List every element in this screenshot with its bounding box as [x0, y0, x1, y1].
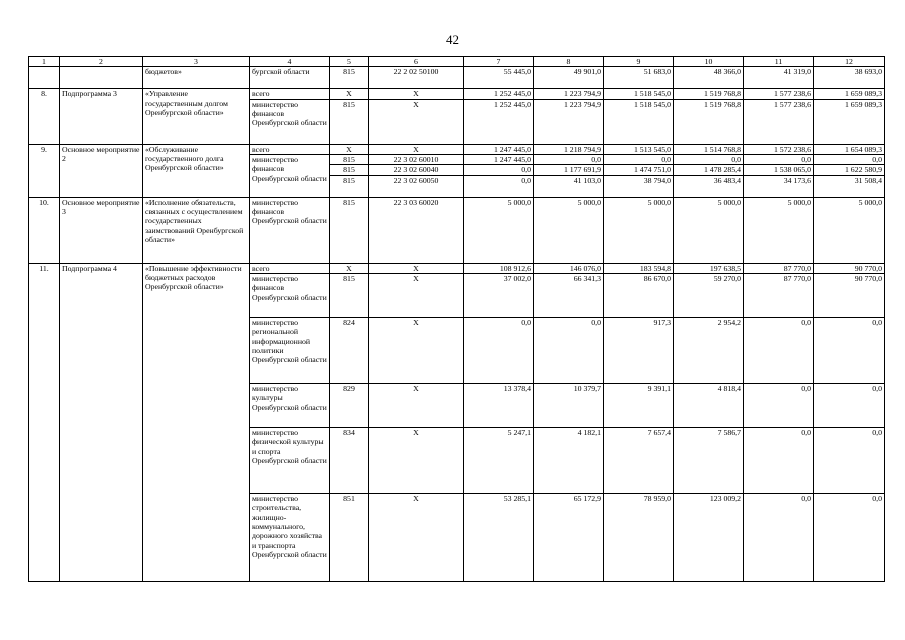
value-cell: 87 770,0	[744, 274, 814, 318]
value-cell: 5 000,0	[744, 197, 814, 263]
value-cell: 1 514 768,8	[674, 144, 744, 154]
table-header-row	[29, 57, 885, 67]
header-cell: 3	[143, 57, 250, 67]
row-number-cell	[29, 67, 60, 89]
grbs-cell: 824	[330, 318, 369, 384]
executor-cell: всего	[250, 89, 330, 99]
value-cell: 31 508,4	[814, 175, 885, 197]
executor-cell: всего	[250, 263, 330, 273]
value-cell: 0,0	[814, 494, 885, 582]
status-cell: Подпрограмма 4	[60, 263, 143, 581]
code-cell: 22 3 02 60040	[369, 165, 464, 175]
value-cell: 7 657,4	[604, 428, 674, 494]
code-cell: 22 3 02 60010	[369, 155, 464, 165]
row-number-cell: 8.	[29, 89, 60, 144]
value-cell: 1 223 794,9	[534, 89, 604, 99]
executor-cell: министерство финансов Оренбургской области	[250, 274, 330, 318]
row-number-cell: 9.	[29, 144, 60, 197]
value-cell: 0,0	[604, 155, 674, 165]
grbs-cell: 834	[330, 428, 369, 494]
value-cell: 183 594,8	[604, 263, 674, 273]
value-cell: 78 959,0	[604, 494, 674, 582]
value-cell: 0,0	[464, 165, 534, 175]
value-cell: 7 586,7	[674, 428, 744, 494]
header-cell: 6	[369, 57, 464, 67]
value-cell: 53 285,1	[464, 494, 534, 582]
status-cell: Основное мероприятие 2	[60, 144, 143, 197]
grbs-cell: 815	[330, 155, 369, 165]
value-cell: 1 572 238,6	[744, 144, 814, 154]
value-cell: 9 391,1	[604, 384, 674, 428]
header-cell: 10	[674, 57, 744, 67]
value-cell: 1 252 445,0	[464, 99, 534, 144]
page-number: 42	[446, 32, 459, 47]
code-cell: 22 2 02 50100	[369, 67, 464, 89]
value-cell: 90 770,0	[814, 274, 885, 318]
grbs-cell: 815	[330, 175, 369, 197]
value-cell: 197 638,5	[674, 263, 744, 273]
value-cell: 49 901,0	[534, 67, 604, 89]
table-row	[29, 67, 885, 89]
value-cell: 1 659 089,3	[814, 99, 885, 144]
value-cell: 51 683,0	[604, 67, 674, 89]
program-name-cell: «Повышение эффективности бюджетных расходов Оренбургской области»	[143, 263, 250, 581]
value-cell: 4 818,4	[674, 384, 744, 428]
grbs-cell: 815	[330, 274, 369, 318]
value-cell: 38 794,0	[604, 175, 674, 197]
grbs-cell: 815	[330, 99, 369, 144]
value-cell: 48 366,0	[674, 67, 744, 89]
code-cell: 22 3 03 60020	[369, 197, 464, 263]
header-cell: 8	[534, 57, 604, 67]
grbs-cell: Х	[330, 144, 369, 154]
header-cell: 1	[29, 57, 60, 67]
code-cell: Х	[369, 89, 464, 99]
value-cell: 1 518 545,0	[604, 99, 674, 144]
grbs-cell: Х	[330, 89, 369, 99]
value-cell: 10 379,7	[534, 384, 604, 428]
table-row	[29, 89, 885, 99]
value-cell: 1 513 545,0	[604, 144, 674, 154]
value-cell: 0,0	[814, 155, 885, 165]
grbs-cell: 851	[330, 494, 369, 582]
value-cell: 1 659 089,3	[814, 89, 885, 99]
value-cell: 108 912,6	[464, 263, 534, 273]
grbs-cell: Х	[330, 263, 369, 273]
value-cell: 917,3	[604, 318, 674, 384]
table-row	[29, 263, 885, 273]
code-cell: Х	[369, 494, 464, 582]
value-cell: 59 270,0	[674, 274, 744, 318]
grbs-cell: 829	[330, 384, 369, 428]
status-cell: Основное мероприятие 3	[60, 197, 143, 263]
executor-cell: всего	[250, 144, 330, 154]
executor-cell: министерство финансов Оренбургской области	[250, 99, 330, 144]
executor-cell: министерство финансов Оренбургской области	[250, 197, 330, 263]
status-cell: Подпрограмма 3	[60, 89, 143, 144]
value-cell: 1 518 545,0	[604, 89, 674, 99]
value-cell: 5 000,0	[814, 197, 885, 263]
value-cell: 0,0	[814, 318, 885, 384]
value-cell: 1 478 285,4	[674, 165, 744, 175]
header-cell: 12	[814, 57, 885, 67]
executor-cell: министерство финансов Оренбургской области	[250, 155, 330, 198]
value-cell: 1 622 580,9	[814, 165, 885, 175]
code-cell: Х	[369, 428, 464, 494]
value-cell: 0,0	[744, 384, 814, 428]
code-cell: Х	[369, 263, 464, 273]
grbs-cell: 815	[330, 197, 369, 263]
table-row	[29, 197, 885, 263]
grbs-cell: 815	[330, 67, 369, 89]
value-cell: 0,0	[744, 155, 814, 165]
value-cell: 0,0	[464, 318, 534, 384]
value-cell: 38 693,0	[814, 67, 885, 89]
value-cell: 65 172,9	[534, 494, 604, 582]
code-cell: Х	[369, 384, 464, 428]
header-cell: 2	[60, 57, 143, 67]
value-cell: 0,0	[744, 428, 814, 494]
value-cell: 1 247 445,0	[464, 155, 534, 165]
value-cell: 87 770,0	[744, 263, 814, 273]
value-cell: 90 770,0	[814, 263, 885, 273]
value-cell: 123 009,2	[674, 494, 744, 582]
value-cell: 5 000,0	[534, 197, 604, 263]
value-cell: 5 247,1	[464, 428, 534, 494]
value-cell: 37 002,0	[464, 274, 534, 318]
executor-cell: министерство культуры Оренбургской области	[250, 384, 330, 428]
budget-table	[28, 56, 885, 582]
program-name-cell: бюджетов»	[143, 67, 250, 89]
value-cell: 66 341,3	[534, 274, 604, 318]
value-cell: 5 000,0	[604, 197, 674, 263]
row-number-cell: 10.	[29, 197, 60, 263]
value-cell: 1 177 691,9	[534, 165, 604, 175]
value-cell: 0,0	[814, 428, 885, 494]
code-cell: Х	[369, 274, 464, 318]
value-cell: 1 654 089,3	[814, 144, 885, 154]
header-cell: 9	[604, 57, 674, 67]
value-cell: 55 445,0	[464, 67, 534, 89]
table-body	[29, 57, 885, 582]
value-cell: 1 519 768,8	[674, 89, 744, 99]
code-cell: Х	[369, 99, 464, 144]
program-name-cell: «Обслуживание государственного долга Оренбургской области»	[143, 144, 250, 197]
value-cell: 0,0	[814, 384, 885, 428]
header-cell: 7	[464, 57, 534, 67]
value-cell: 1 577 238,6	[744, 89, 814, 99]
program-name-cell: «Управление государственным долгом Оренбургской области»	[143, 89, 250, 144]
value-cell: 5 000,0	[674, 197, 744, 263]
value-cell: 1 538 065,0	[744, 165, 814, 175]
status-cell	[60, 67, 143, 89]
executor-cell: министерство строительства, жилищно-коммунального, дорожного хозяйства и транспорта Оренбургской области	[250, 494, 330, 582]
value-cell: 1 218 794,9	[534, 144, 604, 154]
value-cell: 0,0	[534, 155, 604, 165]
value-cell: 1 577 238,6	[744, 99, 814, 144]
code-cell: Х	[369, 144, 464, 154]
value-cell: 1 474 751,0	[604, 165, 674, 175]
header-cell: 4	[250, 57, 330, 67]
code-cell: 22 3 02 60050	[369, 175, 464, 197]
value-cell: 0,0	[744, 318, 814, 384]
value-cell: 0,0	[744, 494, 814, 582]
code-cell: Х	[369, 318, 464, 384]
value-cell: 5 000,0	[464, 197, 534, 263]
value-cell: 1 247 445,0	[464, 144, 534, 154]
header-cell: 11	[744, 57, 814, 67]
value-cell: 4 182,1	[534, 428, 604, 494]
value-cell: 0,0	[464, 175, 534, 197]
row-number-cell: 11.	[29, 263, 60, 581]
value-cell: 86 670,0	[604, 274, 674, 318]
value-cell: 1 223 794,9	[534, 99, 604, 144]
value-cell: 36 483,4	[674, 175, 744, 197]
executor-cell: министерство физической культуры и спорта Оренбургской области	[250, 428, 330, 494]
value-cell: 41 319,0	[744, 67, 814, 89]
value-cell: 2 954,2	[674, 318, 744, 384]
value-cell: 146 076,0	[534, 263, 604, 273]
value-cell: 13 378,4	[464, 384, 534, 428]
value-cell: 34 173,6	[744, 175, 814, 197]
header-cell: 5	[330, 57, 369, 67]
grbs-cell: 815	[330, 165, 369, 175]
executor-cell: министерство региональной информационной политики Оренбургской области	[250, 318, 330, 384]
table-row	[29, 144, 885, 154]
program-name-cell: «Исполнение обязательств, связанных с осуществлением государственных заимствований Оренбургской области»	[143, 197, 250, 263]
value-cell: 1 252 445,0	[464, 89, 534, 99]
value-cell: 1 519 768,8	[674, 99, 744, 144]
value-cell: 41 103,0	[534, 175, 604, 197]
executor-cell: бургской области	[250, 67, 330, 89]
value-cell: 0,0	[674, 155, 744, 165]
value-cell: 0,0	[534, 318, 604, 384]
